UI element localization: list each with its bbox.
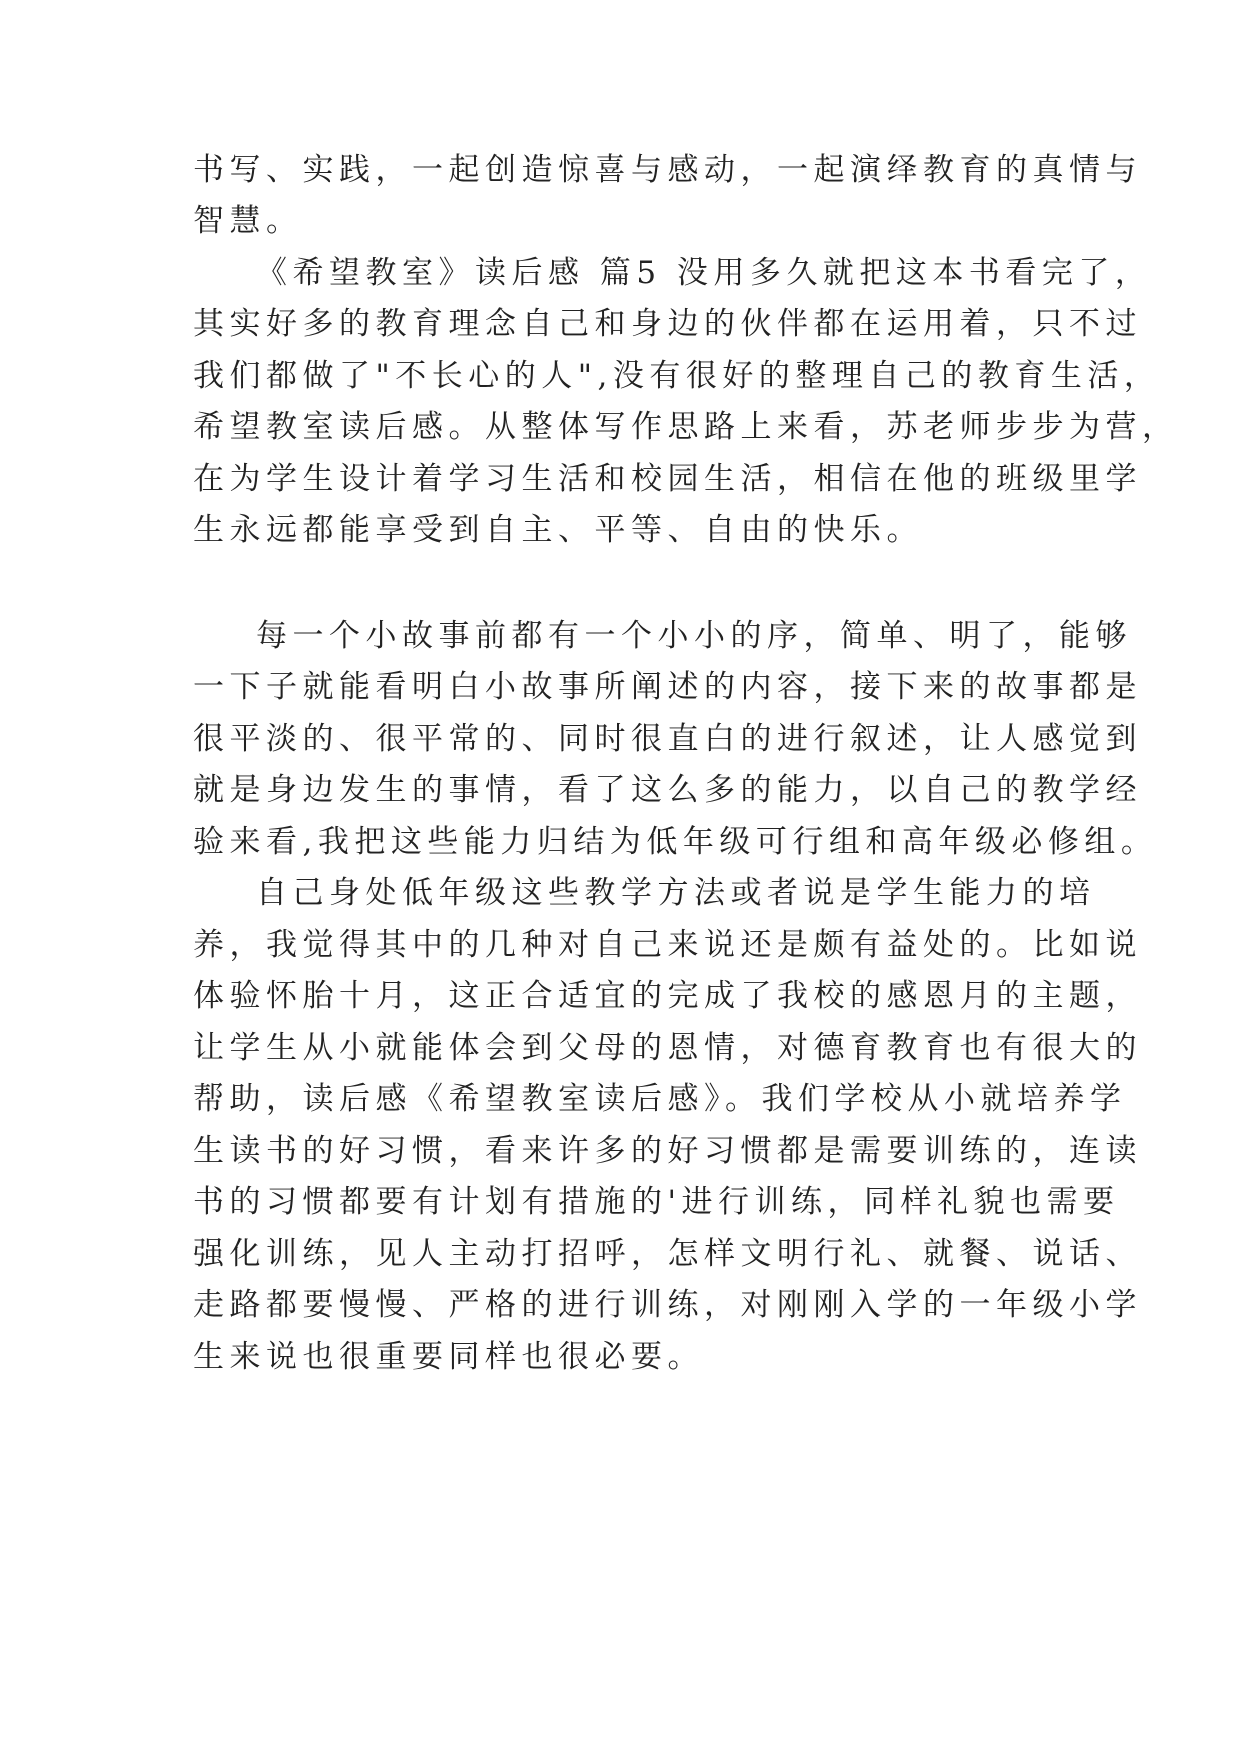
text-line: 养，我觉得其中的几种对自己来说还是颇有益处的。比如说 — [193, 927, 1142, 963]
text-line: 生来说也很重要同样也很必要。 — [193, 1339, 704, 1375]
text-line: 在为学生设计着学习生活和校园生活，相信在他的班级里学 — [193, 461, 1142, 497]
text-line: 《希望教室》读后感 篇5 没用多久就把这本书看完了， — [256, 255, 1152, 291]
text-line: 验来看,我把这些能力归结为低年级可行组和高年级必修组。 — [193, 824, 1158, 860]
text-line: 体验怀胎十月，这正合适宜的完成了我校的感恩月的主题， — [193, 978, 1142, 1014]
text-line: 一下子就能看明白小故事所阐述的内容，接下来的故事都是 — [193, 669, 1142, 705]
text-line: 智慧。 — [193, 203, 303, 239]
text-line: 就是身边发生的事情，看了这么多的能力，以自己的教学经 — [193, 772, 1142, 808]
text-line: 很平淡的、很平常的、同时很直白的进行叙述，让人感觉到 — [193, 721, 1142, 757]
text-line: 其实好多的教育理念自己和身边的伙伴都在运用着，只不过 — [193, 306, 1142, 342]
text-line: 生永远都能享受到自主、平等、自由的快乐。 — [193, 512, 923, 548]
text-line: 帮助，读后感《希望教室读后感》。我们学校从小就培养学 — [193, 1081, 1127, 1117]
text-line: 自己身处低年级这些教学方法或者说是学生能力的培 — [256, 875, 1096, 911]
text-line: 走路都要慢慢、严格的进行训练，对刚刚入学的一年级小学 — [193, 1287, 1142, 1323]
text-line: 让学生从小就能体会到父母的恩情，对德育教育也有很大的 — [193, 1030, 1142, 1066]
text-line: 我们都做了"不长心的人",没有很好的整理自己的教育生活， — [193, 358, 1161, 394]
text-line: 生读书的好习惯，看来许多的好习惯都是需要训练的，连读 — [193, 1133, 1142, 1169]
text-line: 强化训练，见人主动打招呼，怎样文明行礼、就餐、说话、 — [193, 1236, 1142, 1272]
text-line: 每一个小故事前都有一个小小的序，简单、明了，能够 — [256, 618, 1132, 654]
text-line: 希望教室读后感。从整体写作思路上来看，苏老师步步为营， — [193, 409, 1179, 445]
text-line: 书的习惯都要有计划有措施的'进行训练，同样礼貌也需要 — [193, 1184, 1120, 1220]
text-line: 书写、实践，一起创造惊喜与感动，一起演绎教育的真情与 — [193, 152, 1142, 188]
